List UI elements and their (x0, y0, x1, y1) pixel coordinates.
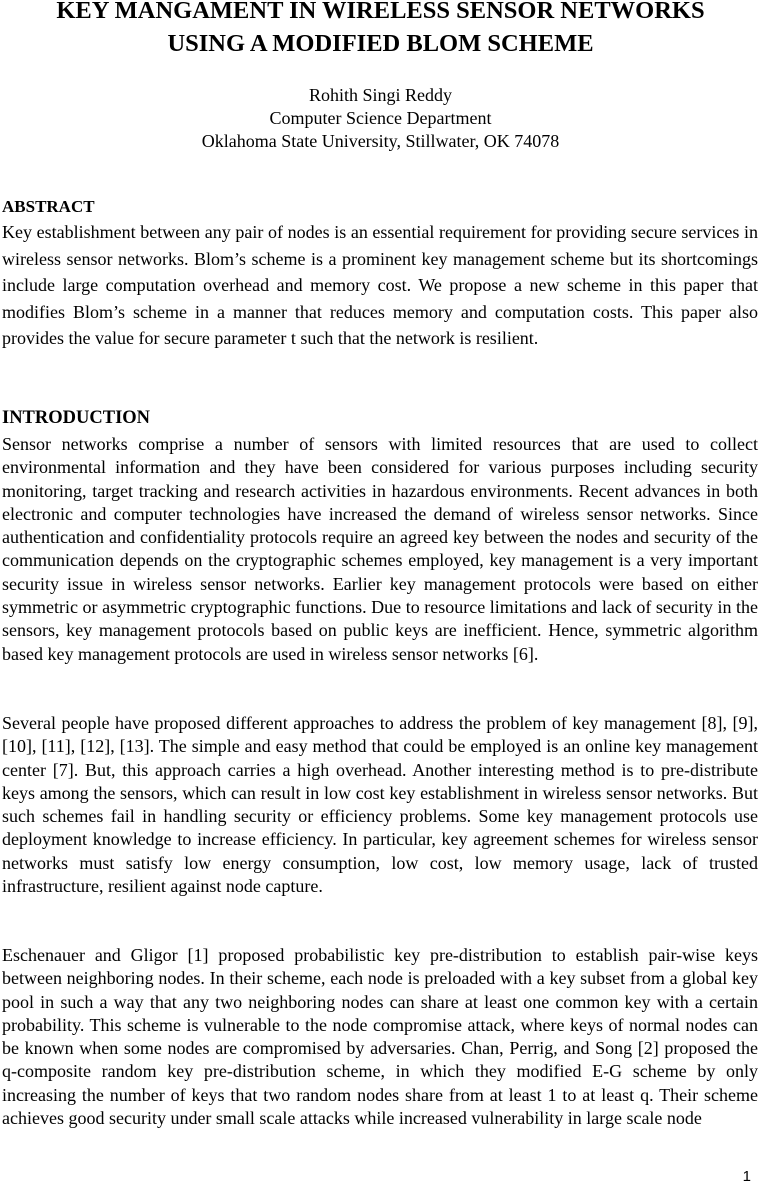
title-line-2: USING A MODIFIED BLOM SCHEME (167, 30, 594, 57)
author-block (0, 84, 761, 153)
paper-title (0, 0, 761, 60)
title-line-1: KEY MANGAMENT IN WIRELESS SENSOR NETWORKS (56, 0, 705, 24)
page-number: 1 (742, 1168, 751, 1185)
introduction-paragraph-1: Sensor networks comprise a number of sensors with limited resources that are used to collect environmental information and they have been considered for various purposes including security monitoring, target tracking and research activities in hazardous environments. Recent advances in both electronic and computer technologies have increased the demand of wireless sensor networks. Since authentication and confidentiality protocols require an agreed key between the nodes and security of the communication depends on the cryptographic schemes employed, key management is a very important security issue in wireless sensor networks. Earlier key management protocols were based on either symmetric or asymmetric cryptographic functions. Due to resource limitations and lack of security in the sensors, key management protocols based on public keys are inefficient. Hence, symmetric algorithm based key management protocols are used in wireless sensor networks [6]. (2, 434, 758, 664)
introduction-heading: INTRODUCTION (2, 408, 151, 428)
introduction-paragraph-2: Several people have proposed different approaches to address the problem of key management [8], [9], [10], [11], [12], [13]. The simple and easy method that could be employed is an online key management center [7]. But, this approach carries a high overhead. Another interesting method is to pre-distribute keys among the sensors, which can result in low cost key establishment in wireless sensor networks. But such schemes fail in handling security or efficiency problems. Some key management protocols use deployment knowledge to increase efficiency. In particular, key agreement schemes for wireless sensor networks must satisfy low energy consumption, low cost, low memory usage, lack of trusted infrastructure, resilient against node capture. (2, 713, 758, 897)
author-name: Rohith Singi Reddy (308, 85, 452, 105)
author-affiliation: Oklahoma State University, Stillwater, OK 74078 (201, 131, 560, 151)
abstract-text: Key establishment between any pair of nodes is an essential requirement for providing secure services in wireless sensor networks. Blom’s scheme is a prominent key management scheme but its shortcomings include large computation overhead and memory cost. We propose a new scheme in this paper that modifies Blom’s scheme in a manner that reduces memory and computation costs. This paper also provides the value for secure parameter t such that the network is resilient. (2, 222, 758, 349)
author-department: Computer Science Department (269, 108, 492, 128)
introduction-paragraph-3: Eschenauer and Gligor [1] proposed probabilistic key pre-distribution to establish pair-wise keys between neighboring nodes. In their scheme, each node is preloaded with a key subset from a global key pool in such a way that any two neighboring nodes can share at least one common key with a certain probability. This scheme is vulnerable to the node compromise attack, where keys of normal nodes can be known when some nodes are compromised by adversaries. Chan, Perrig, and Song [2] proposed the q-composite random key pre-distribution scheme, in which they modified E-G scheme by only increasing the number of keys that two random nodes share from at least 1 to at least q. Their scheme achieves good security under small scale attacks while increased vulnerability in large scale node (2, 945, 758, 1129)
abstract-heading: ABSTRACT (2, 197, 95, 216)
